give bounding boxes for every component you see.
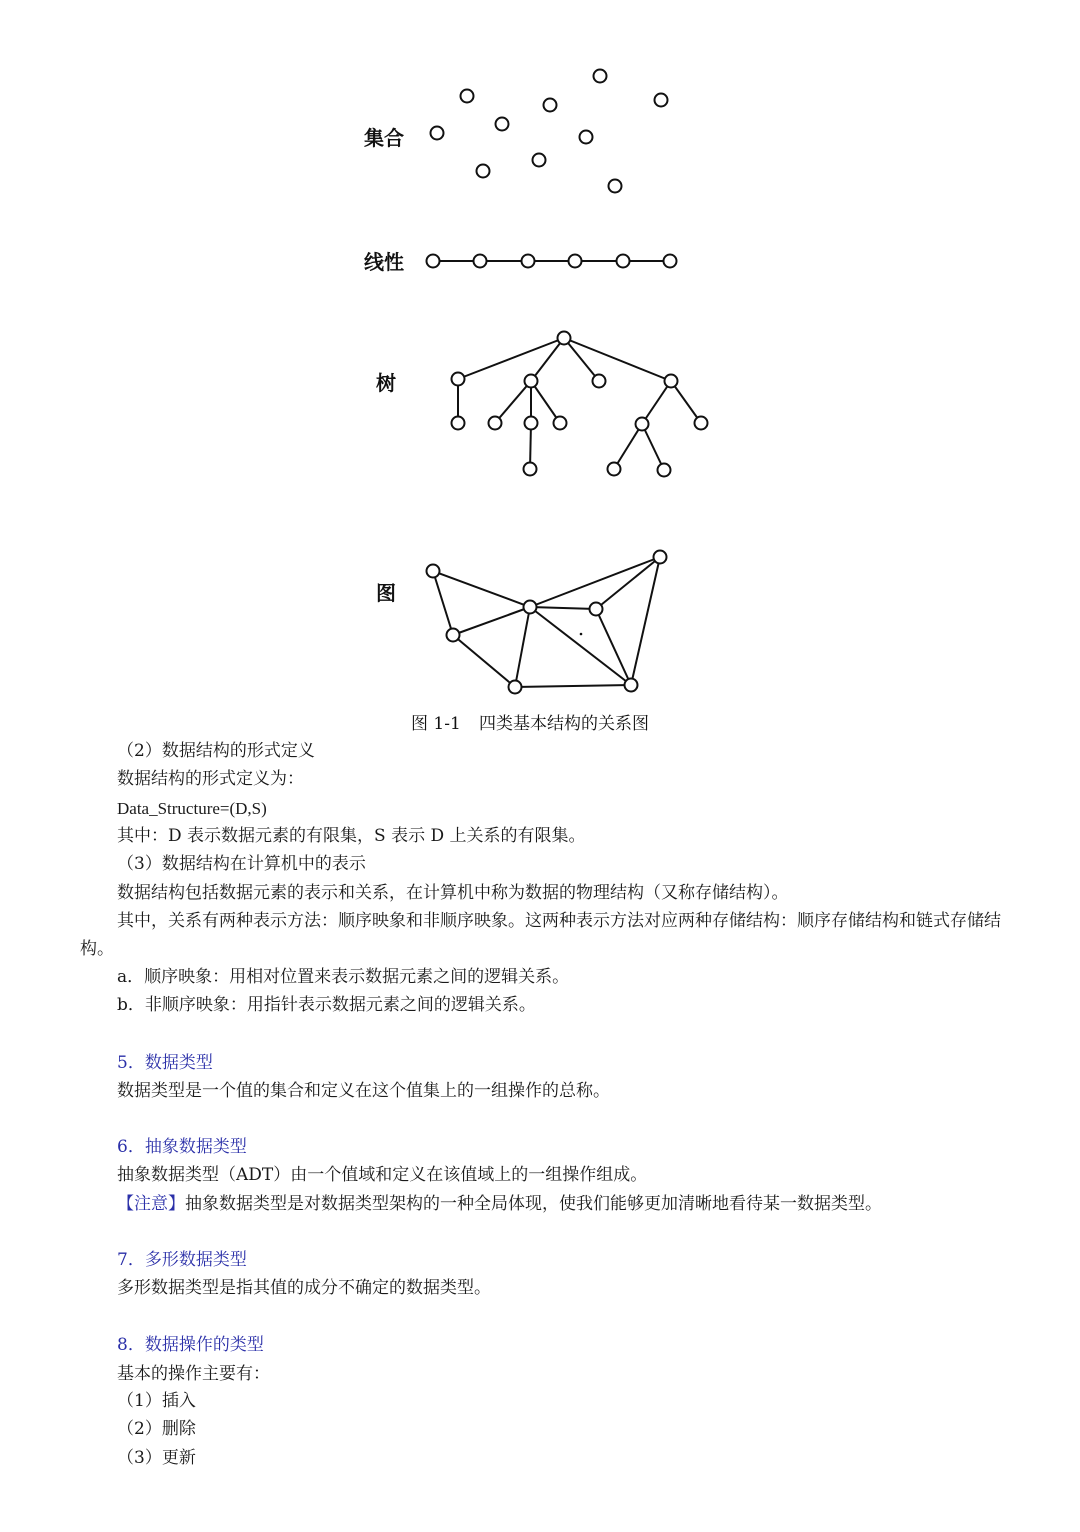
section-heading-5: 5．数据类型 — [117, 1053, 213, 1073]
set-node — [431, 127, 444, 140]
list-item: a．顺序映象：用相对位置来表示数据元素之间的逻辑关系。 — [117, 967, 570, 987]
tree-node — [525, 375, 538, 388]
paragraph: 基本的操作主要有： — [117, 1364, 270, 1384]
section-heading-8: 8．数据操作的类型 — [117, 1335, 264, 1355]
graph-edge — [530, 557, 660, 607]
tree-node — [658, 464, 671, 477]
tree-edge — [614, 424, 642, 469]
note-tag: 【注意】 — [117, 1194, 185, 1214]
graph-edge — [433, 571, 453, 635]
graph-node — [625, 679, 638, 692]
figure-caption-text: 四类基本结构的关系图 — [479, 714, 649, 734]
linear-node — [427, 255, 440, 268]
graph-edge — [433, 571, 530, 607]
tree-edge — [642, 424, 664, 470]
graph-diagram — [427, 551, 667, 694]
list-item: （3）更新 — [117, 1448, 196, 1468]
tree-node — [608, 463, 621, 476]
graph-edge — [530, 607, 596, 609]
graph-edge — [530, 607, 631, 685]
set-node — [477, 165, 490, 178]
graph-edge — [515, 607, 530, 687]
structure-figure — [0, 0, 1080, 740]
graph-edge — [515, 685, 631, 687]
figure-caption-number: 图 1-1 — [411, 714, 461, 734]
label-linear: 线性 — [364, 250, 404, 274]
tree-node — [554, 417, 567, 430]
linear-node — [569, 255, 582, 268]
paragraph: 数据结构的形式定义为： — [117, 769, 304, 789]
formula: Data_Structure=(D,S) — [117, 799, 267, 818]
linear-diagram — [427, 255, 677, 268]
list-item: b．非顺序映象：用指针表示数据元素之间的逻辑关系。 — [117, 995, 536, 1015]
label-set: 集合 — [364, 126, 404, 150]
set-node — [533, 154, 546, 167]
tree-edge — [564, 338, 671, 381]
linear-node — [664, 255, 677, 268]
tree-node — [593, 375, 606, 388]
tree-edge — [495, 381, 531, 423]
tree-edge — [671, 381, 701, 423]
linear-node — [474, 255, 487, 268]
graph-node — [590, 603, 603, 616]
tree-node — [452, 417, 465, 430]
paragraph: 其中，关系有两种表示方法：顺序映象和非顺序映象。这两种表示方法对应两种存储结构：顺序存储结构和链式存储结构。 — [80, 911, 1001, 959]
set-node — [580, 131, 593, 144]
tree-node — [525, 417, 538, 430]
set-diagram — [431, 70, 668, 193]
linear-node — [522, 255, 535, 268]
set-node — [461, 90, 474, 103]
set-node — [544, 99, 557, 112]
section-heading-7: 7．多形数据类型 — [117, 1250, 247, 1270]
graph-node — [524, 601, 537, 614]
section-heading-6: 6．抽象数据类型 — [117, 1137, 247, 1157]
label-graph: 图 — [376, 581, 396, 605]
set-node — [594, 70, 607, 83]
graph-node — [509, 681, 522, 694]
list-item: （2）删除 — [117, 1419, 196, 1439]
graph-edge — [596, 609, 631, 685]
tree-node — [558, 332, 571, 345]
set-node — [609, 180, 622, 193]
tree-node — [695, 417, 708, 430]
linear-node — [617, 255, 630, 268]
list-item: （1）插入 — [117, 1391, 196, 1411]
stray-dot — [580, 633, 583, 636]
note-text: 抽象数据类型是对数据类型架构的一种全局体现，使我们能够更加清晰地看待某一数据类型。 — [185, 1194, 882, 1214]
graph-node — [447, 629, 460, 642]
paragraph: 数据类型是一个值的集合和定义在这个值集上的一组操作的总称。 — [117, 1081, 610, 1101]
tree-node — [665, 375, 678, 388]
paragraph: 数据结构包括数据元素的表示和关系，在计算机中称为数据的物理结构（又称存储结构）。 — [117, 883, 789, 903]
graph-edge — [453, 607, 530, 635]
paragraph: 其中：D 表示数据元素的有限集，S 表示 D 上关系的有限集。 — [117, 826, 586, 846]
graph-node — [427, 565, 440, 578]
note — [117, 1193, 882, 1215]
set-node — [496, 118, 509, 131]
paragraph: 抽象数据类型（ADT）由一个值域和定义在该值域上的一组操作组成。 — [117, 1165, 648, 1185]
tree-node — [489, 417, 502, 430]
section-heading-formal: （2）数据结构的形式定义 — [117, 741, 315, 761]
tree-diagram — [452, 332, 708, 477]
section-heading-repr: （3）数据结构在计算机中的表示 — [117, 854, 366, 874]
tree-edge — [642, 381, 671, 424]
tree-node — [452, 373, 465, 386]
paragraph: 多形数据类型是指其值的成分不确定的数据类型。 — [117, 1278, 491, 1298]
tree-node — [524, 463, 537, 476]
graph-edge — [453, 635, 515, 687]
set-node — [655, 94, 668, 107]
tree-edge — [531, 381, 560, 423]
tree-node — [636, 418, 649, 431]
graph-node — [654, 551, 667, 564]
label-tree: 树 — [376, 371, 396, 395]
